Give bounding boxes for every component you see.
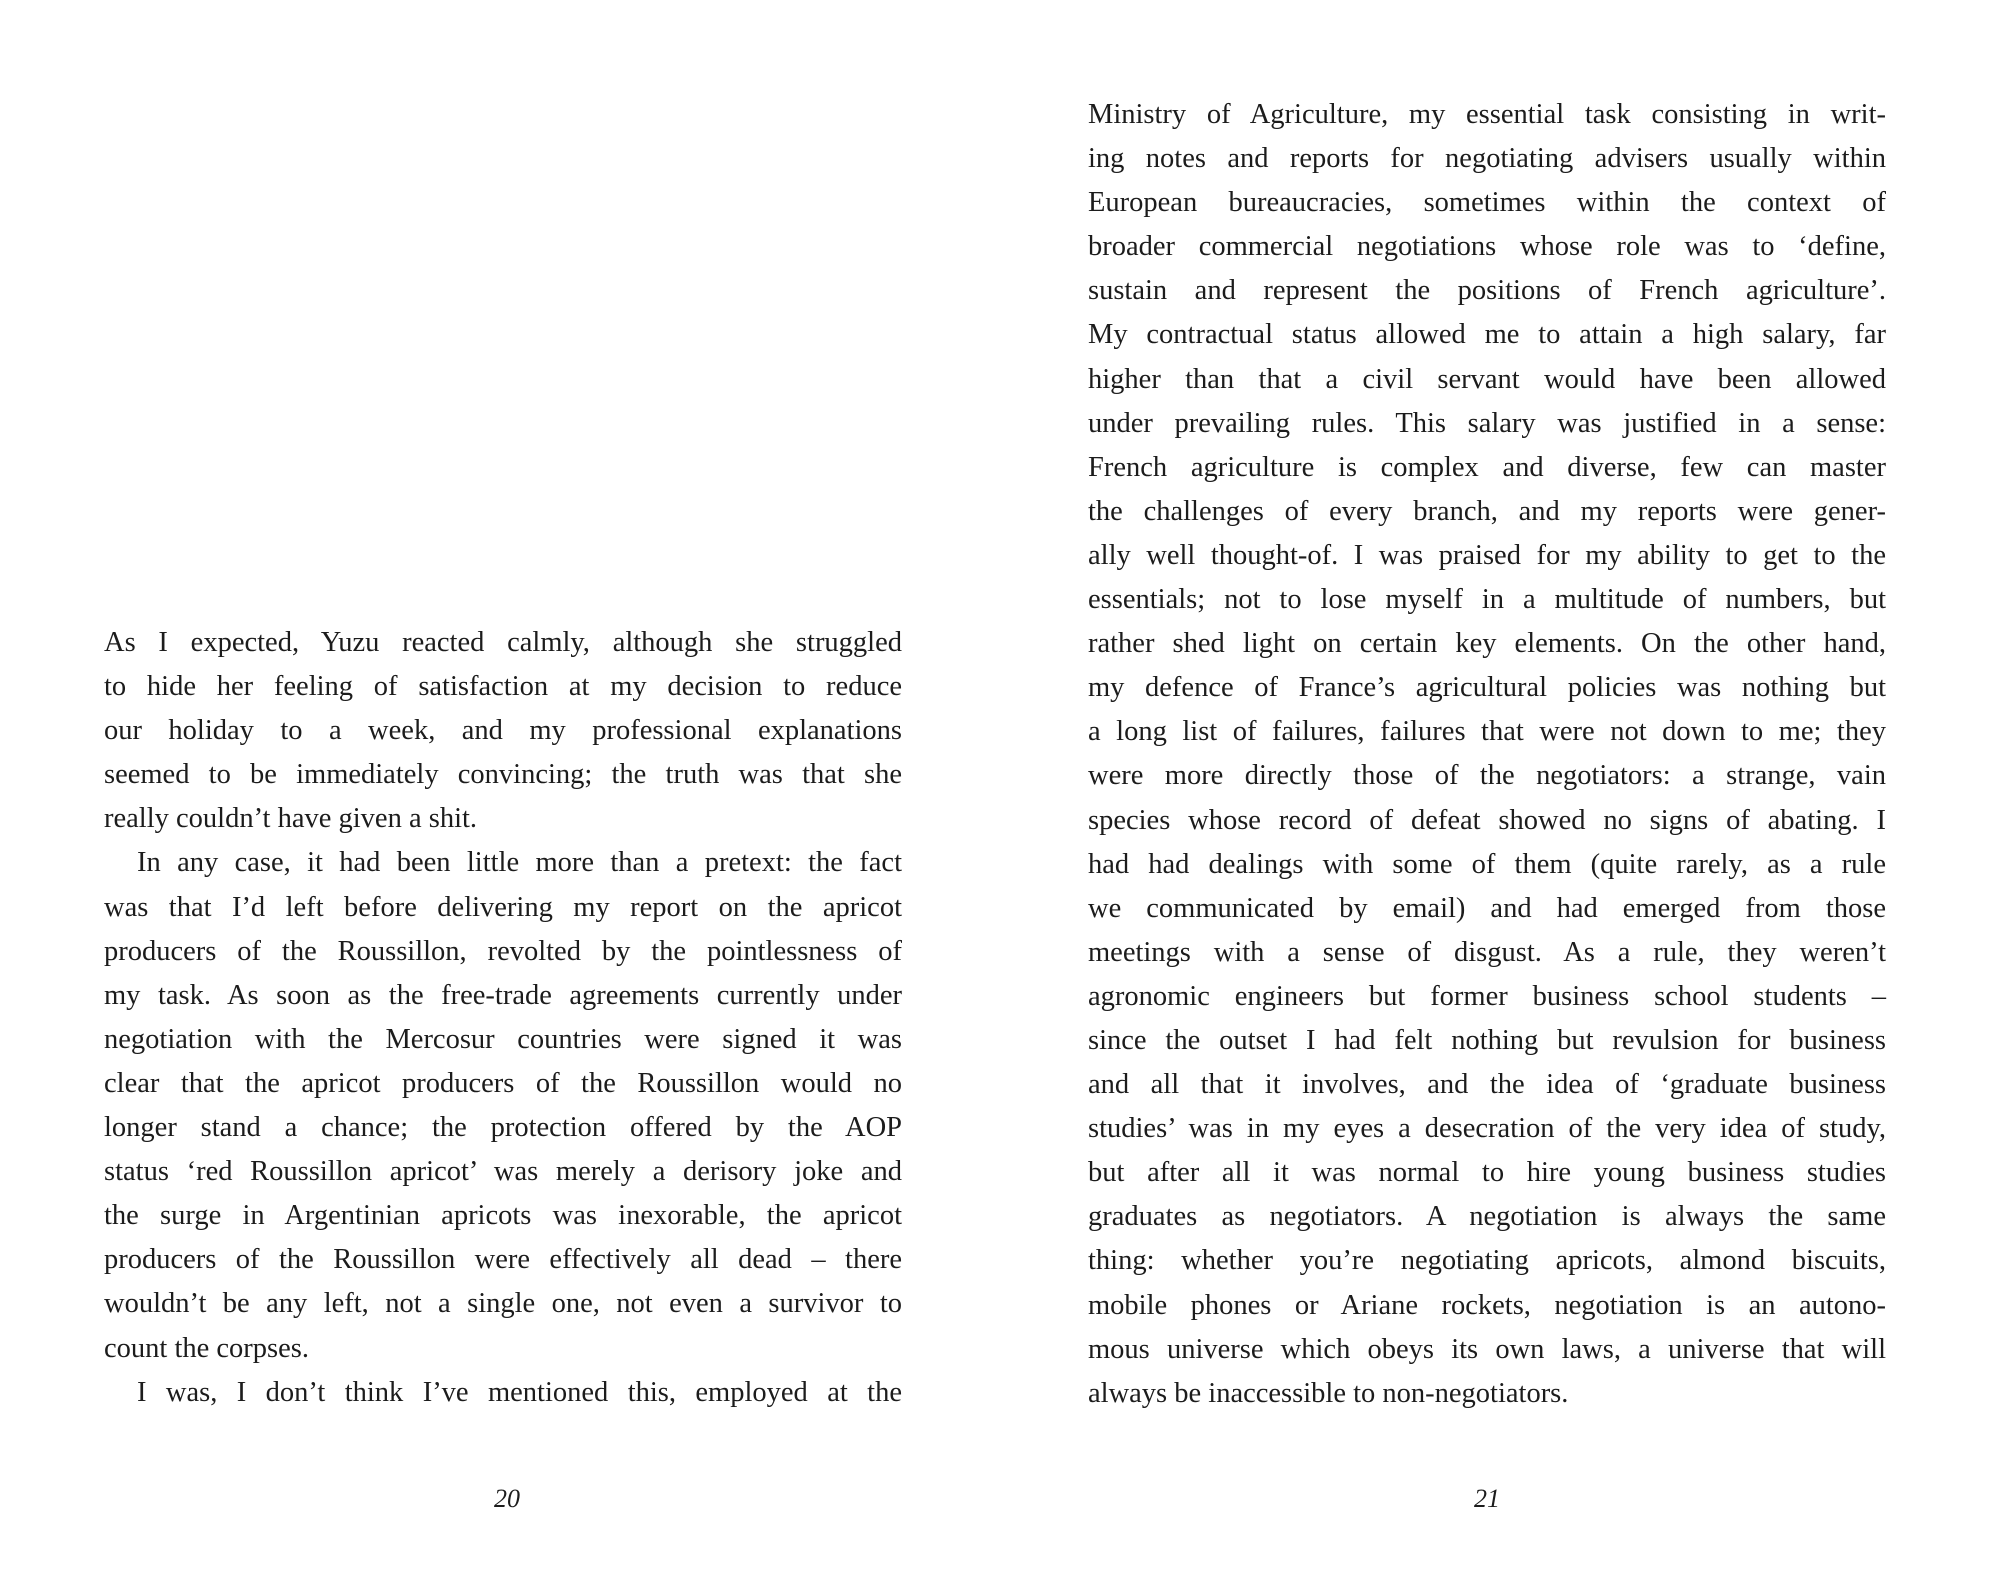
text-line: negotiation with the Mercosur countries were signed it was xyxy=(104,1023,902,1055)
right-page xyxy=(1000,0,2000,1588)
text-line: to hide her feeling of satisfaction at my decision to reduce xyxy=(104,671,902,703)
text-line: count the corpses. xyxy=(104,1332,309,1364)
text-line: mous universe which obeys its own laws, a universe that will xyxy=(1088,1333,1886,1365)
left-page-text xyxy=(104,621,902,1415)
text-line: were more directly those of the negotiators: a strange, vain xyxy=(1088,760,1886,792)
text-line: under prevailing rules. This salary was justified in a sense: xyxy=(1088,407,1886,439)
text-line: a long list of failures, failures that were not down to me; they xyxy=(1088,716,1886,748)
text-line: I was, I don’t think I’ve mentioned this, employed at the xyxy=(137,1376,902,1408)
text-line: French agriculture is complex and diverse, few can master xyxy=(1088,451,1886,483)
text-line: wouldn’t be any left, not a single one, not even a survivor to xyxy=(104,1288,902,1320)
text-line: As I expected, Yuzu reacted calmly, although she struggled xyxy=(104,627,902,658)
text-line: essentials; not to lose myself in a multitude of numbers, but xyxy=(1088,584,1886,616)
text-line: My contractual status allowed me to attain a high salary, far xyxy=(1088,319,1886,351)
text-line: status ‘red Roussillon apricot’ was merely a derisory joke and xyxy=(104,1156,902,1188)
text-line: producers of the Roussillon were effectively all dead – there xyxy=(104,1244,902,1276)
text-line: we communicated by email) and had emerged from those xyxy=(1088,892,1886,924)
text-line: ing notes and reports for negotiating advisers usually within xyxy=(1088,143,1886,175)
text-line: had had dealings with some of them (quite rarely, as a rule xyxy=(1088,848,1886,880)
text-line: my task. As soon as the free-trade agreements currently under xyxy=(104,979,902,1011)
text-line: was that I’d left before delivering my report on the apricot xyxy=(104,891,902,923)
text-line: always be inaccessible to non-negotiators. xyxy=(1088,1377,1569,1409)
text-line: European bureaucracies, sometimes within the context of xyxy=(1088,187,1886,219)
text-line: graduates as negotiators. A negotiation is always the same xyxy=(1088,1201,1886,1233)
text-line: In any case, it had been little more than a pretext: the fact xyxy=(137,847,902,879)
text-line: broader commercial negotiations whose role was to ‘define, xyxy=(1088,231,1886,263)
text-line: our holiday to a week, and my professional explanations xyxy=(104,715,902,747)
text-line: rather shed light on certain key elements. On the other hand, xyxy=(1088,628,1886,660)
text-line: but after all it was normal to hire young business studies xyxy=(1088,1157,1886,1189)
text-line: agronomic engineers but former business school students – xyxy=(1088,980,1886,1012)
left-page-number: 20 xyxy=(494,1484,520,1513)
text-line: mobile phones or Ariane rockets, negotiation is an autono- xyxy=(1088,1289,1886,1321)
text-line: my defence of France’s agricultural policies was nothing but xyxy=(1088,672,1886,704)
text-line: ally well thought-of. I was praised for my ability to get to the xyxy=(1088,539,1886,571)
text-line: producers of the Roussillon, revolted by the pointlessness of xyxy=(104,935,902,967)
text-line: higher than that a civil servant would have been allowed xyxy=(1088,363,1886,395)
text-line: thing: whether you’re negotiating apricots, almond biscuits, xyxy=(1088,1245,1886,1277)
text-line: meetings with a sense of disgust. As a rule, they weren’t xyxy=(1088,936,1886,968)
text-line: studies’ was in my eyes a desecration of the very idea of study, xyxy=(1088,1113,1886,1145)
text-line: really couldn’t have given a shit. xyxy=(104,803,478,835)
text-line: clear that the apricot producers of the Roussillon would no xyxy=(104,1067,902,1099)
text-line: and all that it involves, and the idea of ‘graduate business xyxy=(1088,1069,1886,1101)
text-line: longer stand a chance; the protection offered by the AOP xyxy=(104,1112,902,1144)
text-line: Ministry of Agriculture, my essential task consisting in writ- xyxy=(1088,99,1886,130)
right-page-number: 21 xyxy=(1474,1484,1500,1513)
right-page-text xyxy=(1088,93,1886,1416)
text-line: the surge in Argentinian apricots was inexorable, the apricot xyxy=(104,1200,902,1232)
text-line: the challenges of every branch, and my reports were gener- xyxy=(1088,495,1886,527)
text-line: species whose record of defeat showed no signs of abating. I xyxy=(1088,804,1886,836)
text-line: seemed to be immediately convincing; the truth was that she xyxy=(104,759,902,791)
text-line: sustain and represent the positions of French agriculture’. xyxy=(1088,275,1886,307)
text-line: since the outset I had felt nothing but revulsion for business xyxy=(1088,1024,1886,1056)
